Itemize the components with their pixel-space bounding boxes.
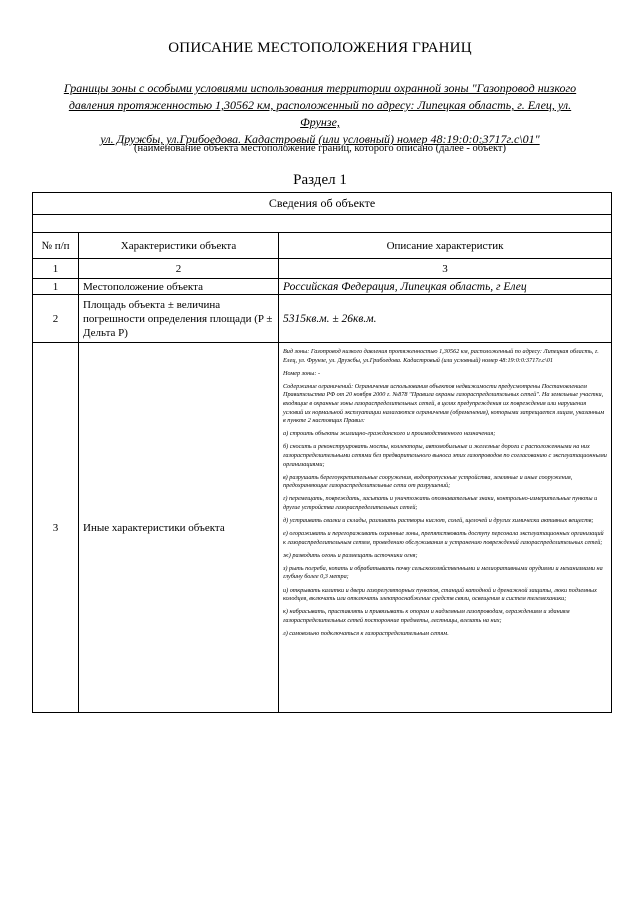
detail-paragraph: г) перемещать, повреждать, засыпать и уничтожать опознавательные знаки, контрольно-измерительные пункты и другие устройства газораспределительных сетей; — [283, 495, 598, 511]
row-number: 2 — [33, 295, 79, 343]
row-details — [279, 343, 612, 713]
detail-paragraph: а) строить объекты жилищно-гражданского и производственного назначения; — [283, 430, 496, 438]
row-number: 1 — [33, 279, 79, 295]
row-value: Российская Федерация, Липецкая область, г Елец — [279, 279, 612, 295]
row-characteristic: Площадь объекта ± величина погрешности определения площади (P ± Дельта P) — [79, 295, 279, 343]
detail-paragraph: в) разрушать берегоукрепительные сооружения, водопропускные устройства, земляные и иные сооружения, предохраняющие газораспределительные сети от разрушений; — [283, 473, 573, 490]
table-header-row — [33, 233, 612, 259]
table-spacer — [33, 215, 612, 233]
table-heading-row — [33, 193, 612, 215]
object-description-line: Границы зоны с особыми условиями использования территории охранной зоны "Газопровод низкого — [63, 81, 577, 95]
object-description-line: ул. Дружбы, ул.Грибоедова. Кадастровый (или условный) номер 48:19:0:0:3717г.с\01" — [100, 132, 540, 146]
row-characteristic: Иные характеристики объекта — [79, 343, 279, 713]
detail-paragraph: з) рыть погреба, копать и обрабатывать почву сельскохозяйственными и мелиоративными орудиями и механизмами на глубину более 0,3 метра; — [283, 564, 603, 581]
object-info-table — [32, 192, 612, 713]
col-number: 1 — [33, 259, 79, 279]
table-row — [33, 279, 612, 295]
detail-paragraph: к) набрасывать, приставлять и привязывать к опорам и надземным газопроводам, ограждениям и зданиям газораспределительных сетей посторонние предметы, лестницы, влезать на них; — [283, 608, 570, 624]
table-spacer-row — [33, 215, 612, 233]
object-description-line: давления протяженностью 1,30562 км, расположенный по адресу: Липецкая область, г. Елец, ул. Фрунзе, — [68, 98, 572, 129]
detail-paragraph: б) сносить и реконструировать мосты, коллекторы, автомобильные и железные дороги с расположенными на них газораспределительными сетями без предварительного выноса этих газопроводов по согласованию с эксплуатационными организациями; — [283, 443, 607, 468]
col-header-characteristic: Характеристики объекта — [79, 233, 279, 259]
document-title: ОПИСАНИЕ МЕСТОПОЛОЖЕНИЯ ГРАНИЦ — [168, 40, 472, 56]
object-note: (наименование объекта местоположение границ, которого описано (далее - объект) — [133, 143, 507, 154]
detail-paragraph: л) самовольно подключаться к газораспределительным сетям. — [283, 629, 449, 637]
detail-paragraph: Содержание ограничений: Ограничения использования объектов недвижимости предусмотрены Постановлением Правительства РФ от 20 ноября 2000 г. №878 "Правила охраны газораспределительных сетей". На земельные участки, входящие в охранные зоны газораспределительных сетей, в целях предупреждения их повреждения или нарушения условий их нормальной эксплуатации налагаются ограничения (обременения), которыми запрещается лицам, указанным в пункте 2 настоящих Правил: — [283, 382, 605, 425]
section-title: Раздел 1 — [293, 172, 347, 188]
detail-paragraph: е) огораживать и перегораживать охранные зоны, препятствовать доступу персонала эксплуатационных организаций к газораспределительным сетям, проведению обслуживания и устранению повреждений газораспределительных сетей; — [283, 530, 604, 546]
table-heading: Сведения об объекте — [33, 193, 612, 215]
row-number: 3 — [33, 343, 79, 713]
col-header-description: Описание характеристик — [279, 233, 612, 259]
row-characteristic: Местоположение объекта — [79, 279, 279, 295]
col-number: 2 — [79, 259, 279, 279]
row-value: 5315кв.м. ± 26кв.м. — [279, 295, 612, 343]
detail-paragraph: ж) разводить огонь и размещать источники огня; — [283, 551, 418, 559]
detail-paragraph: Вид зоны: Газопровод низкого давления протяженностью 1,30562 км, расположенный по адресу: Липецкая область, г. Елец, ул. Фрунзе, ул. Дружбы, ул.Грибоедова. Кадастровый (или условный) номер 48:19:0:0:3717г.с\01 — [283, 348, 599, 364]
col-number: 3 — [279, 259, 612, 279]
col-header-number: № п/п — [33, 233, 79, 259]
table-row — [33, 295, 612, 343]
detail-paragraph: и) открывать калитки и двери газорегуляторных пунктов, станций катодной и дренажной защиты, люки подземных колодцев, включать или отключать электроснабжение средств связи, освещения и систем телемеханики; — [283, 586, 597, 603]
column-numbers-row — [33, 259, 612, 279]
table-row — [33, 343, 612, 713]
detail-paragraph: Номер зоны: - — [283, 369, 321, 377]
detail-paragraph: д) устраивать свалки и склады, разливать растворы кислот, солей, щелочей и других химически активных веществ; — [283, 517, 594, 524]
object-description — [60, 80, 580, 148]
